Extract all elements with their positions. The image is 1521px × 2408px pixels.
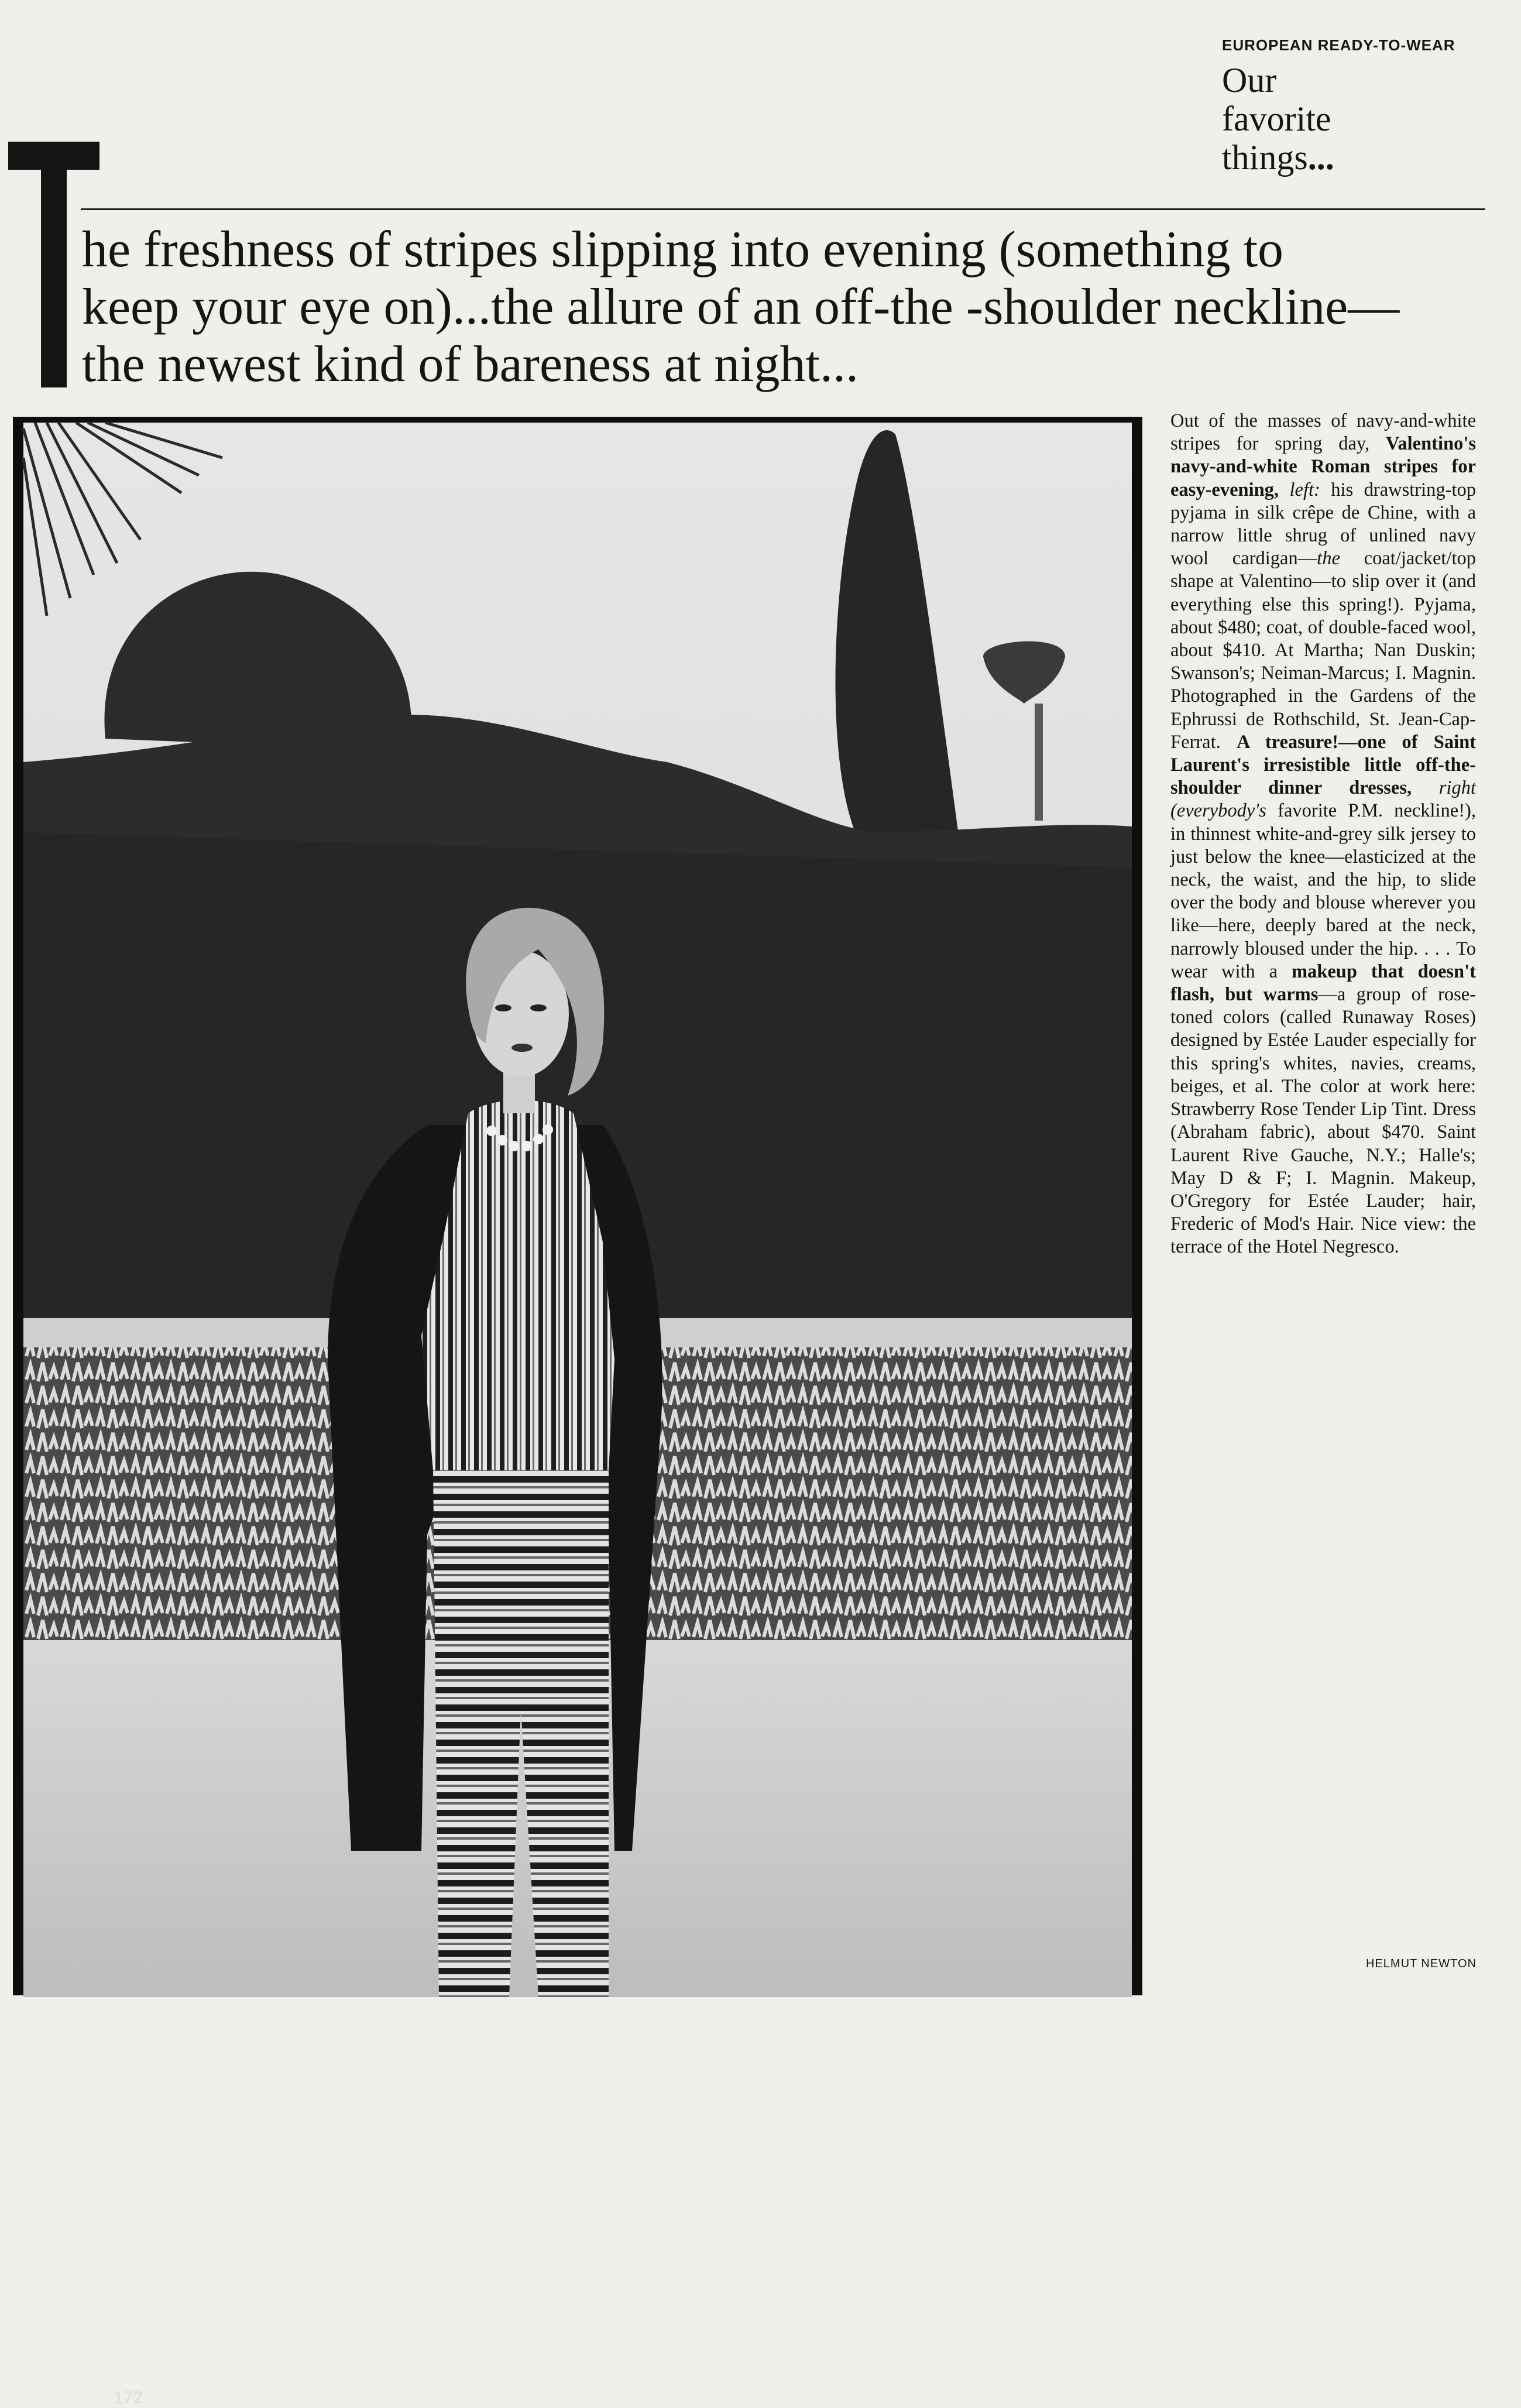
column-title [1222, 61, 1491, 177]
body-copy [1170, 410, 1476, 1259]
column-title-line: Our [1222, 61, 1277, 100]
column-title-ellipsis: ... [1307, 138, 1334, 177]
headline [82, 221, 1510, 393]
headline-line: the newest kind of bareness at night... [82, 336, 859, 393]
body-copy-segment: makeup that doesn't flash, but warms [1170, 961, 1476, 1006]
fashion-photo [13, 417, 1142, 2407]
body-copy-segment: right (everybody's [1170, 777, 1476, 822]
photo-credit: HELMUT NEWTON [1366, 1957, 1477, 1970]
page-number: 172 [114, 2388, 143, 2407]
header-rule [81, 208, 1485, 210]
body-copy-segment: favorite P.M. neckline!), in thinnest white-and-grey silk jersey to just below the knee—elasticized at the neck, the waist, and the hip, to slide over the body and blouse wherever you like—here, deeply bared at the neck, narrowly bloused under the hip. . . . To wear with a [1170, 800, 1476, 982]
column-title-line [1222, 138, 1491, 177]
headline-line: he freshness of stripes slipping into evening (something to [82, 221, 1284, 278]
body-copy-segment: Out of the masses of navy-and-white stripes for spring day, [1170, 410, 1476, 455]
body-copy-segment: —a group of rose-toned colors (called Runaway Roses) designed by Estée Lauder especially for this spring's whites, navies, creams, beiges, et al. The color at work here: Strawberry Rose Tender Lip Tint. Dress (Abraham fabric), about $470. Saint Laurent Rive Gauche, N.Y.; Halle's; May D & F; I. Magnin. Makeup, O'Gregory for Estée Lauder; hair, Frederic of Mod's Hair. Nice view: the terrace of the Hotel Negresco. [1170, 984, 1476, 1258]
body-copy-segment: left: [1289, 479, 1331, 500]
column-title-word: things [1222, 138, 1308, 177]
headline-line: keep your eye on)...the allure of an off-the -shoulder neckline— [82, 279, 1400, 335]
body-copy-segment: A treasure!—one of Saint Laurent's irresistible little off-the-shoulder dinner dresses, [1170, 731, 1476, 799]
photo-scene [23, 423, 1132, 1997]
body-copy-segment: his drawstring-top pyjama in silk crêpe de Chine, with a narrow little shrug of unlined navy wool cardigan— [1170, 479, 1476, 570]
body-copy-segment: Valentino's navy-and-white Roman stripes for easy-evening, [1170, 433, 1476, 500]
body-copy-segment: coat/jacket/top shape at Valentino—to slip over it (and everything else this spring!). Pyjama, about $480; coat, of double-faced wool, about $410. At Martha; Nan Duskin; Swanson's; Neiman-Marcus; I. Magnin. Photographed in the Gardens of the Ephrussi de Rothschild, St. Jean-Cap-Ferrat. [1170, 548, 1476, 753]
column-title-line: favorite [1222, 100, 1331, 138]
section-label: EUROPEAN READY-TO-WEAR [1222, 36, 1455, 54]
body-copy-segment: the [1317, 548, 1364, 570]
